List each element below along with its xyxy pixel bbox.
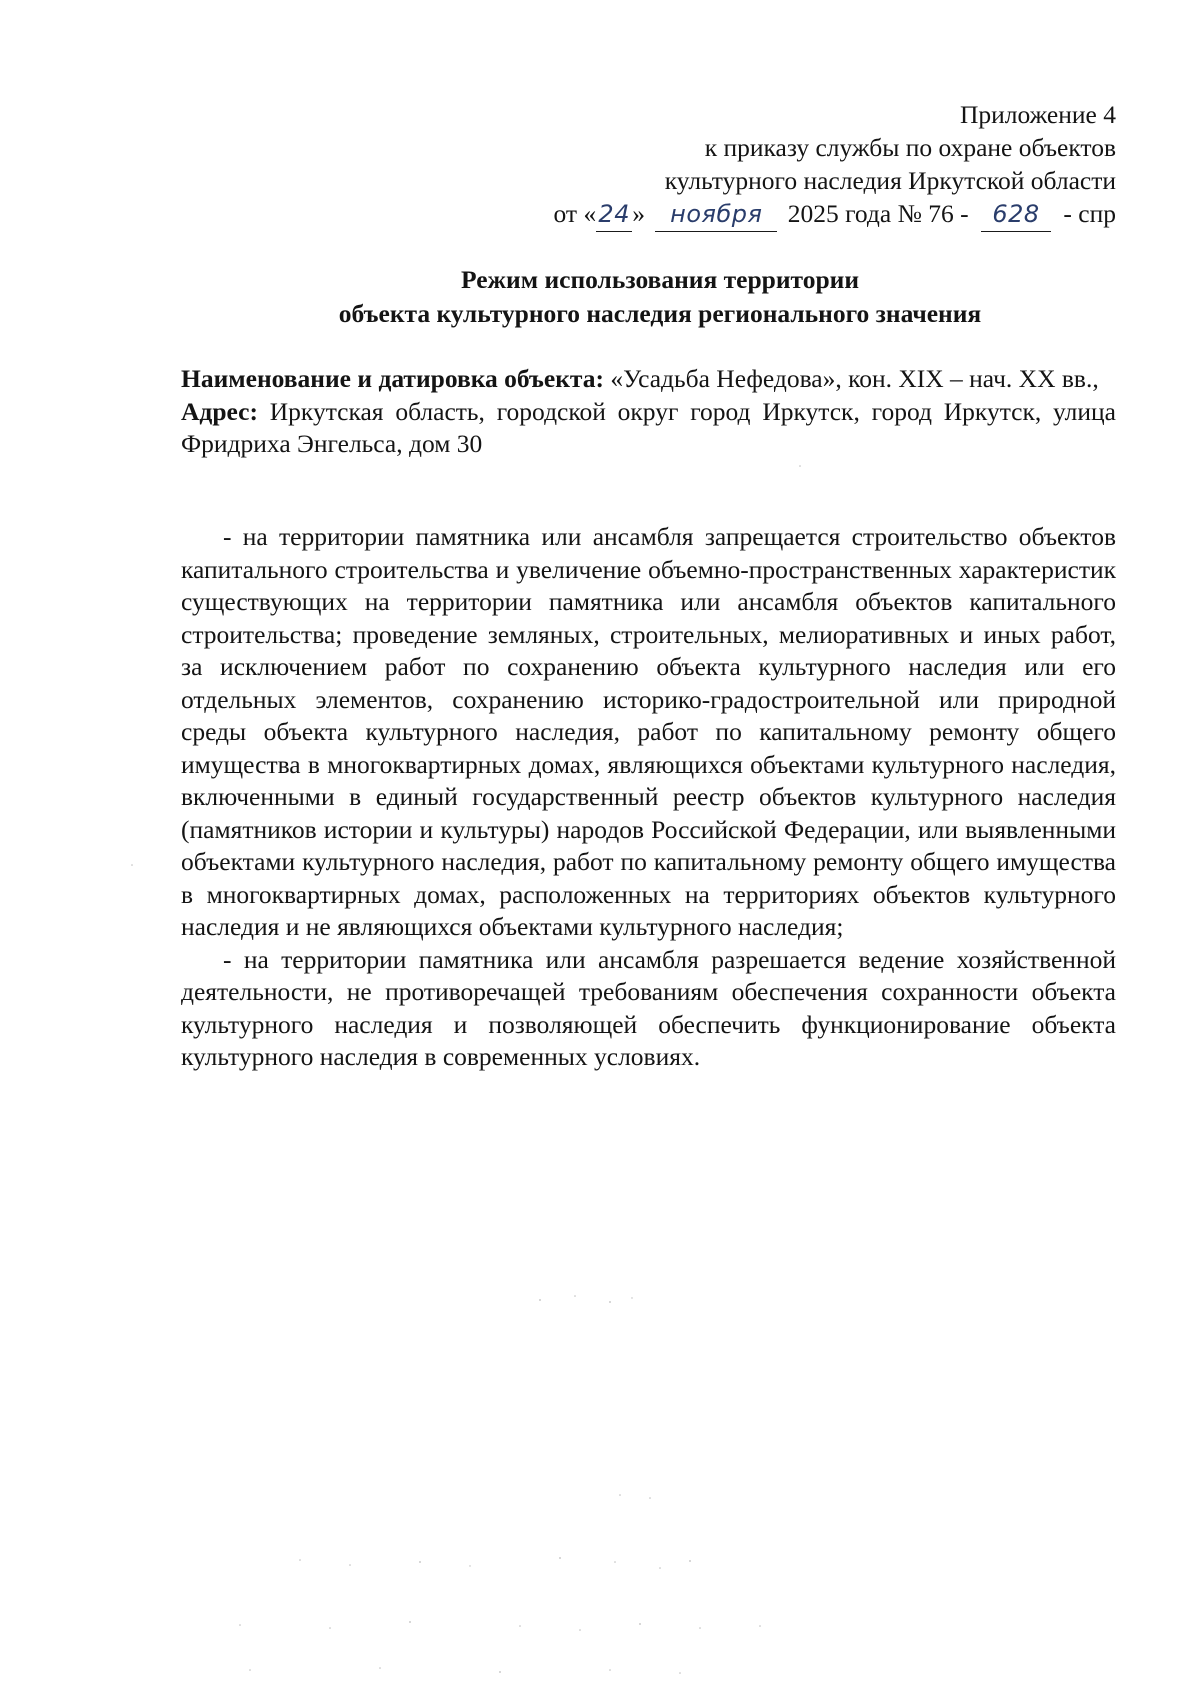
date-prefix: от « <box>553 199 597 228</box>
order-reference: к приказу службы по охране объектов <box>704 133 1116 162</box>
document-title <box>180 263 1140 331</box>
date-mid: » <box>632 199 645 228</box>
paragraph-prohibitions: - на территории памятника или ансамбля запрещается строительство объектов капитального строительства и увеличение объемно-пространственных характеристик существующих на территории памятника или ансамбля объектов капитального строительства; проведение земляных, строительных, мелиоративных и иных работ, за исключением работ по сохранению объекта культурного наследия или его отдельных элементов, сохранению историко-градостроительной или природной среды объекта культурного наследия, работ по капитальному ремонту общего имущества в многоквартирных домах, являющихся объектами культурного наследия, включенными в единый государственный реестр объектов культурного наследия (памятников истории и культуры) народов Российской Федерации, или выявленными объектами культурного наследия, работ по капитальному ремонту общего имущества в многоквартирных домах, расположенных на территориях объектов культурного наследия и не являющихся объектами культурного наследия; <box>181 522 1116 941</box>
object-address-label: Адрес: <box>181 396 258 426</box>
order-suffix: - спр <box>1063 199 1116 228</box>
order-date-line <box>436 197 1116 232</box>
appendix-number: Приложение 4 <box>960 100 1116 129</box>
handwritten-day: 24 <box>596 198 632 232</box>
object-name-row <box>181 363 1116 396</box>
object-details <box>181 363 1116 461</box>
object-name-value: «Усадьба Нефедова», кон. XIX – нач. XX вв., <box>610 364 1099 393</box>
object-address-value: Иркутская область, городской округ город Иркутск, город Иркутск, улица Фридриха Энгельса, дом 30 <box>181 396 1116 458</box>
paragraph-permissions: - на территории памятника или ансамбля разрешается ведение хозяйственной деятельности, не противоречащей требованиям обеспечения сохранности объекта культурного наследия и позволяющей обеспечить функционирование объекта культурного наследия в современных условиях. <box>181 944 1116 1071</box>
year-and-number-text: 2025 года № 76 - <box>787 199 969 228</box>
regime-body <box>181 521 1116 1074</box>
issuing-authority: культурного наследия Иркутской области <box>664 166 1116 195</box>
handwritten-order-number: 628 <box>981 198 1051 232</box>
appendix-header <box>436 98 1116 232</box>
handwritten-month: ноября <box>655 198 777 232</box>
object-address-row <box>181 396 1116 461</box>
title-line-1: Режим использования территории <box>460 265 860 294</box>
title-line-2: объекта культурного наследия регионального значения <box>338 299 982 328</box>
object-name-label: Наименование и датировка объекта: <box>181 364 604 393</box>
